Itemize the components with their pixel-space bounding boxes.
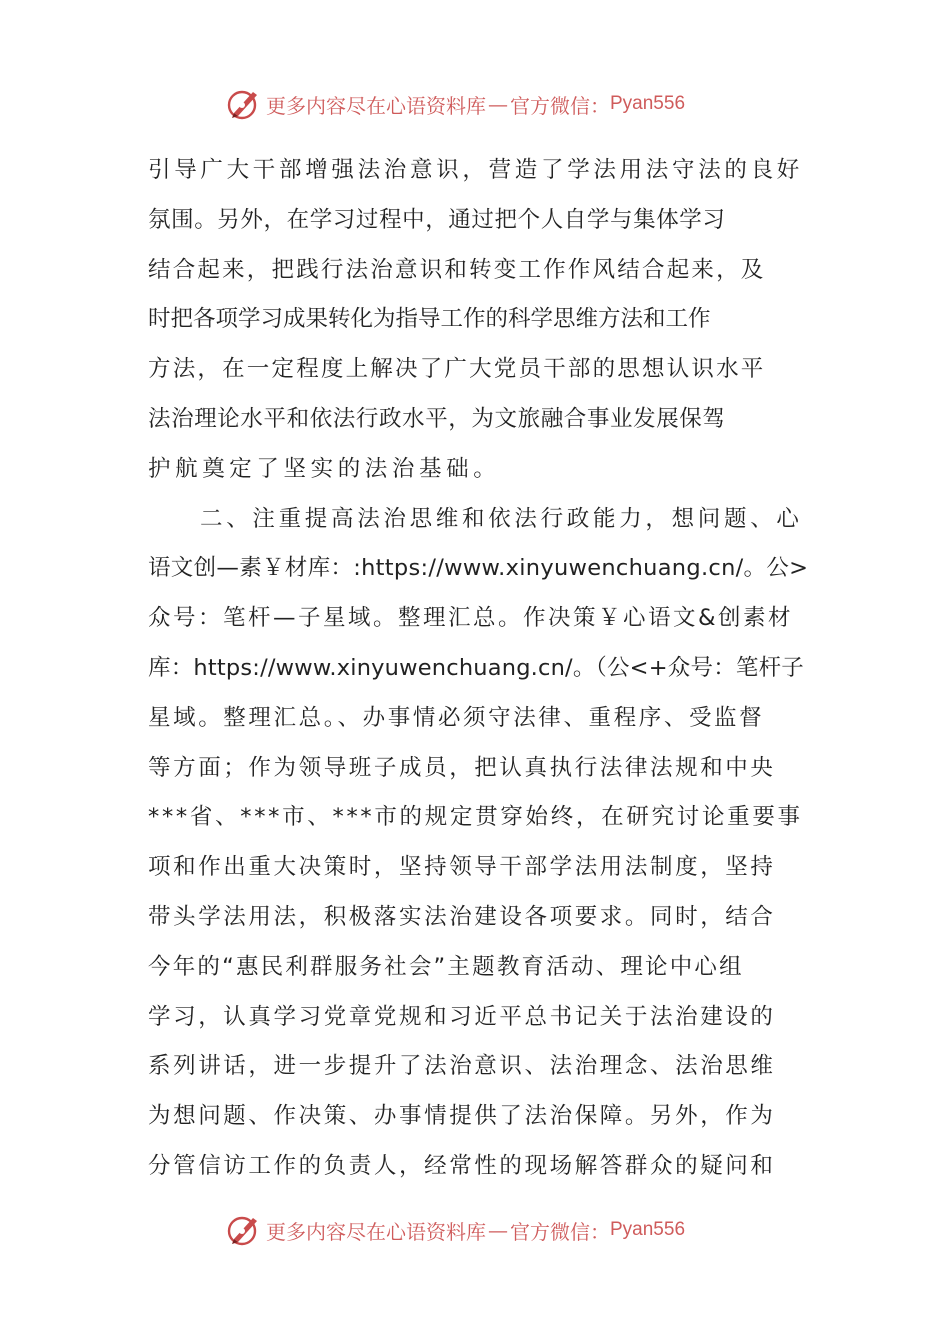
text-line: 语文创—素￥材库：:https://www.xinyuwenchuang.cn/。公>	[148, 555, 808, 582]
text-line: 法治理论水平和依法行政水平，为文旅融合事业发展保驾	[148, 405, 726, 432]
text-line: 众号：笔杆—子星域。整理汇总。作决策￥心语文&创素材	[148, 605, 794, 632]
text-line: 结合起来，把践行法治意识和转变工作作风结合起来，及	[148, 256, 766, 283]
text-line: 引导广大干部增强法治意识，营造了学法用法守法的良好	[148, 157, 804, 183]
text-line: 等方面；作为领导班子成员，把认真执行法律法规和中央	[148, 754, 776, 781]
header-banner	[226, 84, 685, 124]
wechat-label: 官方微信：	[510, 1219, 610, 1244]
text-line: 方法，在一定程度上解决了广大党员干部的思想认识水平	[148, 356, 766, 383]
text-line: 时把各项学习成果转化为指导工作的科学思维方法和工作	[148, 306, 711, 333]
banner-text: 更多内容尽在心语资料库	[266, 93, 486, 118]
paragraph-heading: 二、注重提高法治思维和依法行政能力，想问题、心	[200, 505, 803, 532]
pen-in-circle-icon	[226, 1212, 262, 1248]
text-line: 库：https://www.xinyuwenchuang.cn/。（公<+众号：笔杆子	[148, 654, 804, 681]
text-line: 项和作出重大决策时，坚持领导干部学法用法制度，坚持	[148, 854, 776, 881]
footer-banner	[226, 1210, 685, 1250]
text-line: 带头学法用法，积极落实法治建设各项要求。同时，结合	[148, 903, 776, 930]
text-line: 为想问题、作决策、办事情提供了法治保障。另外，作为	[148, 1103, 776, 1130]
document-body	[148, 146, 808, 1192]
banner-separator: —	[488, 92, 508, 116]
wechat-id: Pyan556	[610, 1219, 686, 1240]
text-line: 护航奠定了坚实的法治基础。	[148, 455, 501, 482]
wechat-label: 官方微信：	[510, 93, 610, 118]
wechat-id: Pyan556	[610, 93, 686, 114]
text-line: 今年的“惠民利群服务社会”主题教育活动、理论中心组	[148, 953, 744, 980]
text-line: 星域。整理汇总。、办事情必须守法律、重程序、受监督	[148, 704, 765, 731]
text-line: 氛围。另外，在学习过程中，通过把个人自学与集体学习	[148, 206, 726, 233]
banner-text: 更多内容尽在心语资料库	[266, 1219, 486, 1244]
text-line: 分管信访工作的负责人，经常性的现场解答群众的疑问和	[148, 1152, 776, 1179]
text-line: 系列讲话，进一步提升了法治意识、法治理念、法治思维	[148, 1053, 776, 1080]
pen-in-circle-icon	[226, 86, 262, 122]
banner-separator: —	[488, 1218, 508, 1242]
text-line: ***省、***市、***市的规定贯穿始终，在研究讨论重要事	[148, 804, 803, 831]
text-line: 学习，认真学习党章党规和习近平总书记关于法治建设的	[148, 1003, 776, 1030]
